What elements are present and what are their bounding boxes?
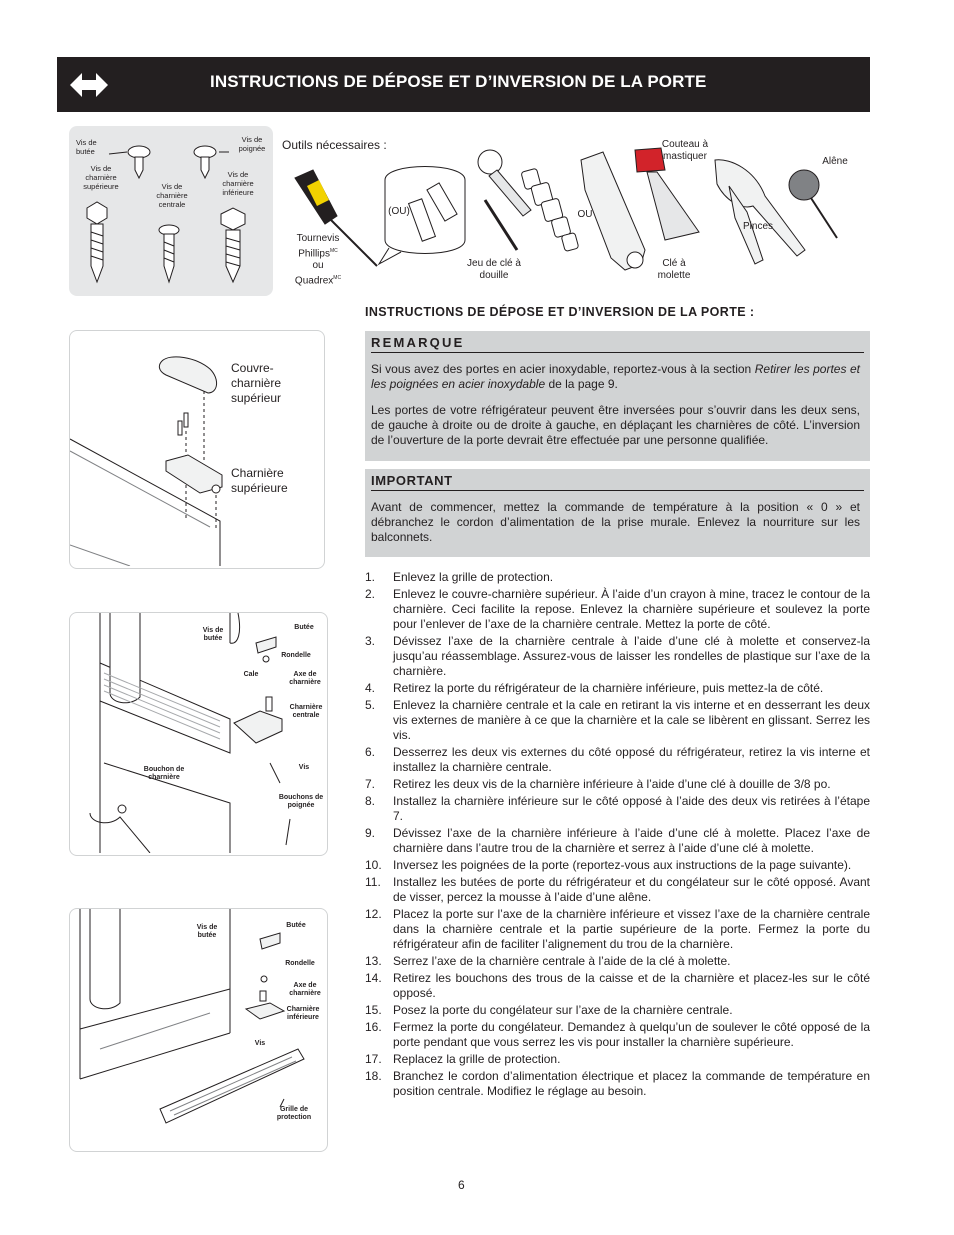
step-text: Enlevez la charnière centrale et la cale en retirant la vis interne et en desserrant les deux vis externes de manière à ce que la charnière et la cale se libèrent en glissant. Serrez les vis.	[393, 698, 870, 742]
step-number: 13.	[365, 954, 382, 968]
list-item	[365, 1069, 870, 1099]
label-tournevis: Tournevis Phillips$^{MC}$ ou Quadrex$^{MC}$	[294, 233, 342, 287]
step-number: 11.	[365, 875, 381, 889]
step-number: 8.	[365, 794, 376, 808]
step-text: Serrez l’axe de la charnière centrale à l’aide de la clé à molette.	[393, 954, 731, 968]
step-number: 18.	[365, 1069, 382, 1083]
section-title: INSTRUCTIONS DE DÉPOSE ET D’INVERSION DE LA PORTE :	[365, 305, 755, 319]
list-item	[365, 777, 870, 792]
label-charniere-superieure: Charnière supérieure	[231, 466, 288, 495]
important-heading: IMPORTANT	[371, 473, 453, 488]
tools-title: Outils nécessaires :	[282, 138, 387, 152]
fig2-label-rondelle: Rondelle	[281, 652, 311, 659]
step-text: Desserrez les deux vis externes du côté opposé du réfrigérateur, retirez la vis interne et installez la charnière centrale.	[393, 745, 870, 774]
list-item	[365, 858, 870, 873]
step-text: Installez les butées de porte du réfrigérateur et du congélateur sur le côté opposé. Avant de visser, percez la mousse à l’aide d’une alêne.	[393, 875, 870, 904]
step-number: 7.	[365, 777, 376, 791]
label-vis-butee: Vis de butée	[76, 138, 97, 156]
step-text: Posez la porte du congélateur sur l’axe de la charnière centrale.	[393, 1003, 733, 1017]
step-text: Enlevez le couvre-charnière supérieur. À l’aide d’un crayon à mine, tracez le contour de la charnière. Ceci facilite la repose. Enlevez la charnière supérieure et soulevez la porte pour l’enlever de l’axe de la charnière centrale. Mettez la porte de côté.	[393, 587, 870, 631]
list-item	[365, 587, 870, 632]
list-item	[365, 954, 870, 969]
double-arrow-icon	[70, 72, 108, 98]
list-item	[365, 634, 870, 679]
step-number: 2.	[365, 587, 376, 601]
step-number: 3.	[365, 634, 376, 648]
label-vis-poignee: Vis de poignée	[238, 135, 266, 153]
fig2-label-vis-butee: Vis de butée	[202, 627, 224, 642]
step-number: 1.	[365, 570, 376, 584]
fig2-label-axe: Axe de charnière	[289, 671, 321, 686]
list-item	[365, 681, 870, 696]
list-item	[365, 1020, 870, 1050]
label-vis-charniere-inf: Vis de charnière inférieure	[222, 170, 254, 197]
step-number: 15.	[365, 1003, 382, 1017]
step-number: 16.	[365, 1020, 382, 1034]
note-divider	[371, 352, 864, 353]
list-item	[365, 875, 870, 905]
page-number: 6	[458, 1178, 465, 1192]
label-alene: Alêne	[822, 156, 848, 167]
list-item	[365, 698, 870, 743]
step-text: Retirez la porte du réfrigérateur de la charnière inférieure, puis mettez-la de côté.	[393, 681, 824, 695]
center-hinge-illustration	[70, 613, 325, 853]
step-text: Dévissez l’axe de la charnière inférieure à l’aide d’une clé à molette. Placez l’axe de charnière dans l’autre trou de la charnière et serrez à l’aide d’une clé à molette.	[393, 826, 870, 855]
label-ou-paren: (OU)	[388, 206, 410, 217]
page-title: INSTRUCTIONS DE DÉPOSE ET D’INVERSION DE LA PORTE	[210, 72, 707, 91]
label-pinces: Pinces	[742, 221, 773, 232]
fig3-label-vis-butee: Vis de butée	[196, 924, 218, 939]
list-item	[365, 826, 870, 856]
fig2-label-vis: Vis	[298, 764, 310, 771]
step-number: 10.	[365, 858, 382, 872]
step-number: 17.	[365, 1052, 382, 1066]
fig3-label-rondelle: Rondelle	[285, 960, 315, 967]
label-vis-charniere-centrale: Vis de charnière centrale	[156, 182, 188, 209]
important-box	[365, 469, 870, 557]
list-item	[365, 794, 870, 824]
list-item	[365, 971, 870, 1001]
label-vis-charniere-sup: Vis de charnière supérieure	[83, 164, 119, 191]
fig3-label-axe: Axe de charnière	[289, 982, 321, 997]
screws-illustration	[69, 126, 273, 296]
step-text: Replacez la grille de protection.	[393, 1052, 561, 1066]
step-text: Placez la porte sur l’axe de la charnière inférieure et vissez l’axe de la charnière centrale dans la charnière centrale et la partie supérieure de la porte. Fermez la porte du réfrigérateur afin de faciliter l’alignement du trou de la charnière.	[393, 907, 870, 951]
fig2-label-charniere-centrale: Charnière centrale	[289, 704, 323, 719]
step-text: Enlevez la grille de protection.	[393, 570, 554, 584]
fig2-label-bouchons-poignee: Bouchons de poignée	[278, 794, 324, 809]
step-number: 6.	[365, 745, 376, 759]
fig3-label-charniere-inf: Charnière inférieure	[286, 1006, 320, 1021]
list-item	[365, 907, 870, 952]
fig2-label-bouchon: Bouchon de charnière	[143, 766, 185, 781]
list-item	[365, 1052, 870, 1067]
step-text: Retirez les deux vis de la charnière inférieure à l’aide d’une clé à douille de 3/8 po.	[393, 777, 831, 791]
important-text: Avant de commencer, mettez la commande de température à la position « 0 » et débranchez le cordon d’alimentation de la prise murale. Enlevez la nourriture sur les balconnets.	[371, 500, 860, 544]
step-text: Retirez les bouchons des trous de la caisse et de la charnière et placez-les sur le côté opposé.	[393, 971, 870, 1000]
note-text: Si vous avez des portes en acier inoxydable, reportez-vous à la section Retirer les portes et les poignées en acier inoxydable de la page 9. Les portes de votre réfrigérateur peuvent être inversées pour s’ouvrir dans les deux sens, de gauche à droite ou de droite à gauche, en déplaçant les charnières de côté. L’inversion de l’ouverture de la porte devrait être effectuée par une personne qualifiée.	[371, 362, 860, 447]
step-number: 5.	[365, 698, 376, 712]
step-number: 9.	[365, 826, 376, 840]
fig2-label-cale: Cale	[243, 671, 259, 678]
fig3-label-grille: Grille de protection	[276, 1106, 312, 1121]
label-couteau: Couteau à mastiquer	[661, 139, 709, 162]
label-couvre-charniere: Couvre-charnière supérieur	[231, 361, 282, 405]
list-item	[365, 745, 870, 775]
list-item	[365, 570, 870, 585]
step-number: 12.	[365, 907, 382, 921]
fig2-label-butee: Butée	[294, 624, 314, 631]
step-text: Dévissez l’axe de la charnière centrale à l’aide d’une clé à molette et conservez-la jusqu’au réassemblage. Assurez-vous de laisser les rondelles de plastique sur l’axe de la charnière.	[393, 634, 870, 678]
steps-list	[365, 570, 870, 1101]
step-text: Installez la charnière inférieure sur le côté opposé à l’aide des deux vis retirées à l’étape 7.	[393, 794, 870, 823]
note-heading: REMARQUE	[371, 335, 465, 350]
step-number: 4.	[365, 681, 376, 695]
label-cle-molette: Clé à molette	[657, 258, 691, 281]
step-text: Inversez les poignées de la porte (reportez-vous aux instructions de la page suivante).	[393, 858, 852, 872]
step-number: 14.	[365, 971, 382, 985]
note-box	[365, 331, 870, 461]
fig3-label-vis: Vis	[254, 1040, 266, 1047]
step-text: Fermez la porte du congélateur. Demandez à quelqu’un de soulever le côté opposé de la porte pendant que vous serrez les vis pour installer la charnière supérieure.	[393, 1020, 870, 1049]
label-ou: OU	[577, 209, 593, 220]
list-item	[365, 1003, 870, 1018]
fig3-label-butee: Butée	[286, 922, 306, 929]
important-divider	[371, 490, 864, 491]
step-text: Branchez le cordon d’alimentation électrique et placez la commande de température en position centrale. Modifiez le réglage au besoin.	[393, 1069, 870, 1098]
label-jeu-cle: Jeu de clé à douille	[467, 258, 521, 281]
